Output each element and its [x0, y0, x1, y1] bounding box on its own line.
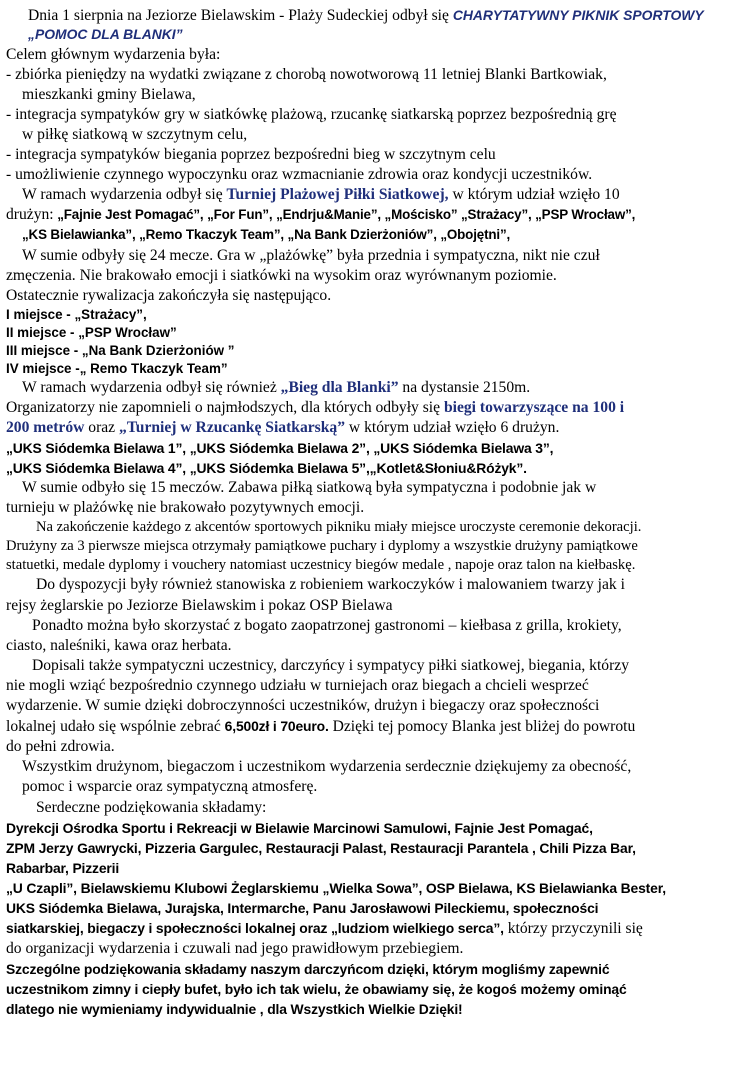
donations-text: wydarzenie. W sumie dzięki dobroczynności uczestników, drużyn i biegaczy oraz społeczności	[6, 697, 600, 715]
final-thanks: uczestnikom zimny i ciepły bufet, było ich tak wielu, że obawiamy się, że kogoś możemy ominąć	[6, 981, 627, 998]
food-text: Ponadto można było skorzystać z bogato zaopatrzonej gastronomi – kiełbasa z grilla, krokiety,	[32, 616, 622, 634]
intro-paragraph	[6, 6, 739, 45]
ceremony-text: Na zakończenie każdego z akcentów sportowych pikniku miały miejsce uroczyste ceremonie dekoracji.	[36, 519, 642, 536]
run-pre: W ramach wydarzenia odbył się również	[22, 378, 281, 396]
goal-item: - zbiórka pieniędzy na wydatki związane z chorobą nowotworową 11 letniej Blanki Bartkowiak,	[6, 65, 607, 83]
tournament-post: w którym udział wzięło 10	[448, 186, 620, 204]
kids-events	[6, 398, 739, 418]
donations-text: do pełni zdrowia.	[6, 738, 115, 756]
kids-runs: biegi towarzyszące na 100 i	[443, 398, 625, 416]
final-thanks: Szczególne podziękowania składamy naszym darczyńcom dzięki, którym mogliśmy zapewnić	[6, 961, 610, 978]
sponsors-end: do organizacji wydarzenia i czuwali nad jego prawidłowym przebiegiem.	[6, 940, 464, 958]
ceremony-text: statuetki, medale dyplomy i vouchery natomiast uczestnicy biegów medale , napoje oraz talon na kiełbaskę.	[6, 557, 636, 574]
goal-item: - integracja sympatyków biegania poprzez bezpośredni bieg w szczytnym celu	[6, 146, 496, 164]
sponsor-last-rest: którzy przyczynili się	[503, 920, 643, 938]
kids-pre: Organizatorzy nie zapomnieli o najmłodszych, dla których odbyły się	[6, 398, 444, 416]
result-place: II miejsce -	[6, 324, 75, 340]
donations-pre: lokalnej udało się wspólnie zebrać	[6, 718, 225, 736]
event-name: CHARYTATYWNY PIKNIK SPORTOWY „POMOC DLA BLANKI”	[28, 7, 704, 43]
teams-line	[6, 205, 739, 225]
tournament-summary: W sumie odbyły się 24 mecze. Gra w „plażówkę” była przednia i sympatyczna, nikt nie czuł	[22, 246, 600, 264]
donations-post: Dzięki tej pomocy Blanka jest bliżej do powrotu	[328, 718, 636, 736]
thanks-text: Wszystkim drużynom, biegaczom i uczestnikom wydarzenia serdecznie dziękujemy za obecność,	[22, 758, 632, 776]
sponsor-line: UKS Siódemka Bielawa, Jurajska, Intermarche, Panu Jarosławowi Pileckiemu, społeczności	[6, 899, 599, 916]
result-team: „Strażacy”,	[70, 306, 147, 322]
extras-text: rejsy żeglarskie po Jeziorze Bielawskim i pokaz OSP Bielawa	[6, 596, 393, 614]
goal-item: - integracja sympatyków gry w siatkówkę plażową, rzucankę siatkarską poprzez bezpośrednią grę	[6, 105, 617, 123]
ceremony-text: Drużyny za 3 pierwsze miejsca otrzymały pamiątkowe puchary i dyplomy a wszystkie drużyny pamiątkowe	[6, 538, 638, 555]
sponsor-line-mixed	[6, 918, 739, 939]
kids-summary: turnieju w plażówkę nie brakowało pozytywnych emocji.	[6, 499, 365, 517]
tournament-name: Turniej Plażowej Piłki Siatkowej,	[226, 186, 449, 204]
food-text: ciasto, naleśniki, kawa oraz herbata.	[6, 636, 232, 654]
result-place: I miejsce -	[6, 306, 71, 322]
run-name: „Bieg dla Blanki”	[280, 378, 399, 396]
extras-text: Do dyspozycji były również stanowiska z robieniem warkoczyków i malowaniem twarzy jak i	[36, 576, 625, 594]
goal-item: w piłkę siatkową w szczytnym celu,	[22, 125, 248, 143]
donations-text: nie mogli wziąć bezpośrednio czynnego udziału w turniejach oraz biegach a chcieli wesprzeć	[6, 676, 589, 694]
result-row	[6, 360, 739, 378]
tournament-summary: Ostatecznie rywalizacja zakończyła się następująco.	[6, 286, 332, 304]
kids-summary: W sumie odbyło się 15 meczów. Zabawa piłką siatkową była sympatyczna i podobnie jak w	[22, 479, 597, 497]
uks-teams: „UKS Siódemka Bielawa 4”, „UKS Siódemka Bielawa 5”,„Kotlet&Słoniu&Różyk”.	[6, 460, 527, 477]
teams-lead: drużyn:	[6, 206, 54, 224]
goal-title: Celem głównym wydarzenia była:	[6, 45, 221, 63]
donations-text: Dopisali także sympatyczni uczestnicy, darczyńcy i sympatycy piłki siatkowej, biegania, którzy	[32, 656, 629, 674]
goal-item: - umożliwienie czynnego wypoczynku oraz wzmacnianie zdrowia oraz kondycji uczestników.	[6, 166, 593, 184]
teams-list-1: „Fajnie Jest Pomagać”, „For Fun”, „Endrju&Manie”, „Mościsko” „Strażacy”, „PSP Wrocław”,	[53, 207, 636, 223]
kids-post: w którym udział wzięło 6 drużyn.	[345, 419, 560, 436]
run-post: na dystansie 2150m.	[398, 378, 531, 396]
result-row	[6, 324, 739, 342]
result-team: „ Remo Tkaczyk Team”	[79, 360, 228, 376]
kids-tournament: „Turniej w Rzucankę Siatkarską”	[119, 419, 346, 436]
tournament-summary: zmęczenia. Nie brakowało emocji i siatkówki na wysokim oraz wyrównanym poziomie.	[6, 266, 557, 284]
sponsors-title: Serdeczne podziękowania składamy:	[36, 798, 267, 816]
result-place: III miejsce -	[6, 342, 79, 358]
tournament-intro	[6, 185, 739, 205]
kids-runs-2: 200 metrów	[6, 419, 85, 436]
result-row	[6, 306, 739, 324]
intro-text: Dnia 1 sierpnia na Jeziorze Bielawskim - Plaży Sudeckiej odbył się	[28, 7, 453, 24]
sponsor-line: Dyrekcji Ośrodka Sportu i Rekreacji w Bielawie Marcinowi Samulowi, Fajnie Jest Pomagać,	[6, 819, 593, 836]
uks-teams: „UKS Siódemka Bielawa 1”, „UKS Siódemka Bielawa 2”, „UKS Siódemka Bielawa 3”,	[6, 440, 554, 457]
thanks-text: pomoc i wsparcie oraz sympatyczną atmosferę.	[22, 778, 318, 796]
final-thanks: dlatego nie wymieniamy indywidualnie , dla Wszystkich Wielkie Dzięki!	[6, 1001, 463, 1018]
kids-mid: oraz	[84, 419, 120, 436]
sponsor-line: Rabarbar, Pizzerii	[6, 859, 120, 876]
sponsor-line: ZPM Jerzy Gawrycki, Pizzeria Gargulec, Restauracji Palast, Restauracji Parantela , Chili Pizza Bar,	[6, 839, 636, 856]
result-row	[6, 342, 739, 360]
sponsor-last-bold: siatkarskiej, biegaczy i społeczności lokalnej oraz „ludziom wielkiego serca”,	[6, 920, 504, 937]
donations-amount: 6,500zł i 70euro.	[224, 718, 329, 735]
run-intro	[6, 378, 739, 398]
result-place: IV miejsce -	[6, 360, 80, 376]
article	[6, 6, 739, 1020]
teams-list-2: „KS Bielawianka”, „Remo Tkaczyk Team”, „Na Bank Dzierżoniów”, „Obojętni”,	[22, 227, 511, 243]
result-team: „PSP Wrocław”	[74, 324, 177, 340]
tournament-pre: W ramach wydarzenia odbył się	[22, 186, 227, 204]
sponsor-line: „U Czapli”, Bielawskiemu Klubowi Żeglarskiemu „Wielka Sowa”, OSP Bielawa, KS Bielawianka Bester,	[6, 879, 666, 896]
kids-events-2	[6, 418, 739, 438]
donations-total-line	[6, 716, 739, 737]
goal-item: mieszkanki gminy Bielawa,	[22, 85, 196, 103]
result-team: „Na Bank Dzierżoniów ”	[78, 342, 235, 358]
